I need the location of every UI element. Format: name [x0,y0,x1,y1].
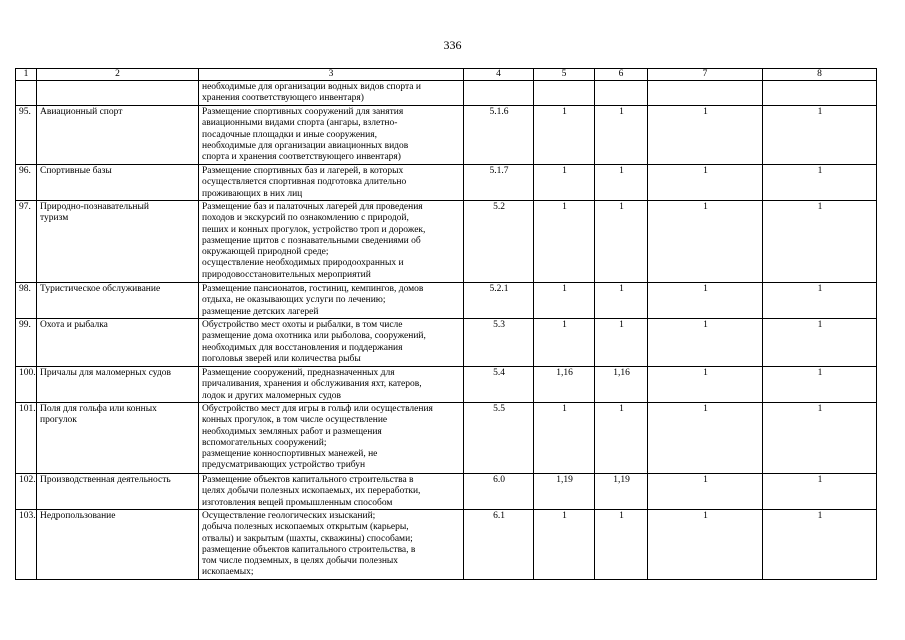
row-number: 102. [16,474,37,510]
table-row [16,367,877,403]
column-7-value: 1 [648,474,763,510]
land-use-name: Производственная деятельность [37,474,199,510]
column-5-value: 1 [534,319,595,367]
column-6-value: 1 [595,403,648,474]
column-7-value: 1 [648,283,763,319]
column-5-value: 1 [534,510,595,580]
column-5-value: 1,19 [534,474,595,510]
classifier-code: 5.2 [464,201,534,283]
header-cell: 6 [595,69,648,81]
classifier-code: 5.5 [464,403,534,474]
table-body [16,81,877,580]
column-5-value: 1 [534,165,595,201]
column-5-value: 1 [534,106,595,165]
header-row [16,69,877,81]
column-8-value: 1 [763,106,877,165]
land-use-name: Авиационный спорт [37,106,199,165]
column-5-value: 1 [534,283,595,319]
classifier-code: 5.3 [464,319,534,367]
land-use-name: Недропользование [37,510,199,580]
column-6-value [595,81,648,106]
row-number: 101. [16,403,37,474]
classifier-code: 5.2.1 [464,283,534,319]
classifier-code [464,81,534,106]
land-use-name: Поля для гольфа или конных прогулок [37,403,199,474]
table-header [16,69,877,81]
header-cell: 8 [763,69,877,81]
header-cell: 7 [648,69,763,81]
table-row [16,106,877,165]
row-number: 95. [16,106,37,165]
header-cell: 1 [16,69,37,81]
land-use-description: Осуществление геологических изысканий; добыча полезных ископаемых открытым (карьеры, отвалы) и закрытым (шахты, скважины) способами; размещение объектов капитального строительства, в том числе подземных, в целях добычи полезных ископаемых; [199,510,464,580]
column-8-value: 1 [763,201,877,283]
column-5-value [534,81,595,106]
header-cell: 3 [199,69,464,81]
land-use-description: Размещение сооружений, предназначенных для причаливания, хранения и обслуживания яхт, катеров, лодок и других маломерных судов [199,367,464,403]
land-use-description: необходимые для организации водных видов спорта и хранения соответствующего инвентаря) [199,81,464,106]
column-7-value: 1 [648,106,763,165]
row-number: 99. [16,319,37,367]
land-use-description: Обустройство мест для игры в гольф или осуществления конных прогулок, в том числе осуществление необходимых земляных работ и размещения вспомогательных сооружений; размещение конноспортивных манежей, не предусматривающих устройство трибун [199,403,464,474]
land-use-description: Размещение спортивных баз и лагерей, в которых осуществляется спортивная подготовка длительно проживающих в них лиц [199,165,464,201]
column-6-value: 1 [595,201,648,283]
column-7-value: 1 [648,201,763,283]
row-number: 97. [16,201,37,283]
row-number: 96. [16,165,37,201]
row-number: 103. [16,510,37,580]
column-6-value: 1,16 [595,367,648,403]
land-use-description: Размещение баз и палаточных лагерей для проведения походов и экскурсий по ознакомлению с природой, пеших и конных прогулок, устройство троп и дорожек, размещение щитов с познавательными сведениями об окружающей природной среде; осуществление необходимых природоохранных и природовосстановительных мероприятий [199,201,464,283]
column-5-value: 1 [534,403,595,474]
column-7-value [648,81,763,106]
land-use-table [15,68,877,580]
row-number [16,81,37,106]
land-use-description: Размещение объектов капитального строительства в целях добычи полезных ископаемых, их переработки, изготовления вещей промышленным способом [199,474,464,510]
land-use-name: Туристическое обслуживание [37,283,199,319]
table-row [16,201,877,283]
column-8-value: 1 [763,403,877,474]
table-row [16,165,877,201]
column-6-value: 1 [595,283,648,319]
page-number: 336 [443,38,462,52]
header-cell: 5 [534,69,595,81]
classifier-code: 6.0 [464,474,534,510]
column-6-value: 1 [595,165,648,201]
column-7-value: 1 [648,510,763,580]
column-8-value: 1 [763,474,877,510]
table-row [16,510,877,580]
land-use-name: Причалы для маломерных судов [37,367,199,403]
classifier-code: 6.1 [464,510,534,580]
land-use-description: Обустройство мест охоты и рыбалки, в том числе размещение дома охотника или рыболова, сооружений, необходимых для восстановления и поддержания поголовья зверей или количества рыбы [199,319,464,367]
table-row [16,474,877,510]
column-6-value: 1,19 [595,474,648,510]
table-row [16,81,877,106]
column-8-value: 1 [763,319,877,367]
table-row [16,283,877,319]
column-8-value: 1 [763,283,877,319]
header-cell: 4 [464,69,534,81]
header-cell: 2 [37,69,199,81]
classifier-code: 5.4 [464,367,534,403]
column-7-value: 1 [648,403,763,474]
land-use-name: Спортивные базы [37,165,199,201]
table-row [16,319,877,367]
column-5-value: 1,16 [534,367,595,403]
column-8-value: 1 [763,367,877,403]
classifier-code: 5.1.7 [464,165,534,201]
column-8-value [763,81,877,106]
land-use-name: Охота и рыбалка [37,319,199,367]
column-6-value: 1 [595,510,648,580]
column-8-value: 1 [763,165,877,201]
column-5-value: 1 [534,201,595,283]
column-7-value: 1 [648,165,763,201]
land-use-name: Природно-познавательный туризм [37,201,199,283]
row-number: 98. [16,283,37,319]
column-8-value: 1 [763,510,877,580]
column-7-value: 1 [648,367,763,403]
table-row [16,403,877,474]
column-6-value: 1 [595,319,648,367]
column-7-value: 1 [648,319,763,367]
land-use-description: Размещение пансионатов, гостиниц, кемпингов, домов отдыха, не оказывающих услуги по лечению; размещение детских лагерей [199,283,464,319]
classifier-code: 5.1.6 [464,106,534,165]
column-6-value: 1 [595,106,648,165]
row-number: 100. [16,367,37,403]
land-use-name [37,81,199,106]
land-use-description: Размещение спортивных сооружений для занятия авиационными видами спорта (ангары, взлетно- посадочные площадки и иные сооружения, необходимые для организации авиационных видов спорта и хранения соответствующего инвентаря) [199,106,464,165]
